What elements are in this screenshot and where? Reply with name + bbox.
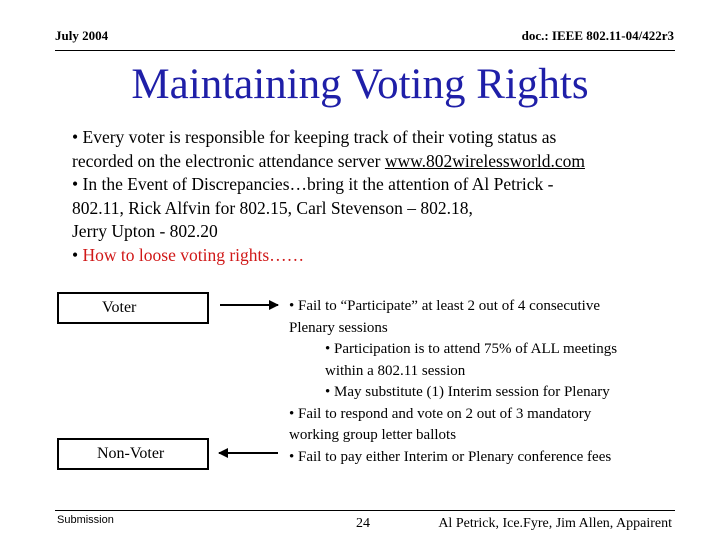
rule-ballots: • Fail to respond and vote on 2 out of 3 mandatory — [289, 405, 592, 422]
rule-participation-def: • Participation is to attend 75% of ALL meetings — [325, 341, 618, 357]
attendance-server-link[interactable]: www.802wirelessworld.com — [384, 150, 585, 171]
header-date: July 2004 — [55, 28, 109, 43]
rule-substitute: • May substitute (1) Interim session for Plenary — [325, 384, 610, 400]
body-line-6-bullet: • — [72, 244, 83, 265]
footer-authors: Al Petrick, Ice.Fyre, Jim Allen, Appairent — [438, 516, 672, 531]
rule-participate-cont: Plenary sessions — [289, 319, 388, 336]
page-number: 24 — [356, 516, 370, 531]
footer-rule — [55, 510, 675, 511]
rule-participation-def-cont: within a 802.11 session — [325, 362, 466, 379]
voting-rules-list — [289, 296, 689, 468]
body-line-4: 802.11, Rick Alfvin for 802.15, Carl Stevenson – 802.18, — [72, 197, 473, 218]
non-voter-label: Non-Voter — [97, 445, 165, 462]
header-doc-id: doc.: IEEE 802.11-04/422r3 — [521, 28, 674, 43]
lose-voting-rights-heading: How to loose voting rights…… — [82, 244, 305, 265]
rule-participate: • Fail to “Participate” at least 2 out of 4 consecutive — [289, 298, 600, 314]
voter-label: Voter — [102, 299, 137, 316]
body-line-3: • In the Event of Discrepancies…bring it the attention of Al Petrick - — [72, 174, 554, 194]
rule-ballots-cont: working group letter ballots — [289, 427, 457, 443]
slide-title: Maintaining Voting Rights — [131, 61, 589, 108]
body-line-1: • Every voter is responsible for keeping track of their voting status as — [72, 127, 557, 147]
footer-submission: Submission — [57, 514, 114, 526]
rule-fees: • Fail to pay either Interim or Plenary conference fees — [289, 448, 612, 465]
body-line-2-text: recorded on the electronic attendance server — [72, 150, 385, 171]
body-line-5: Jerry Upton - 802.20 — [72, 221, 218, 241]
